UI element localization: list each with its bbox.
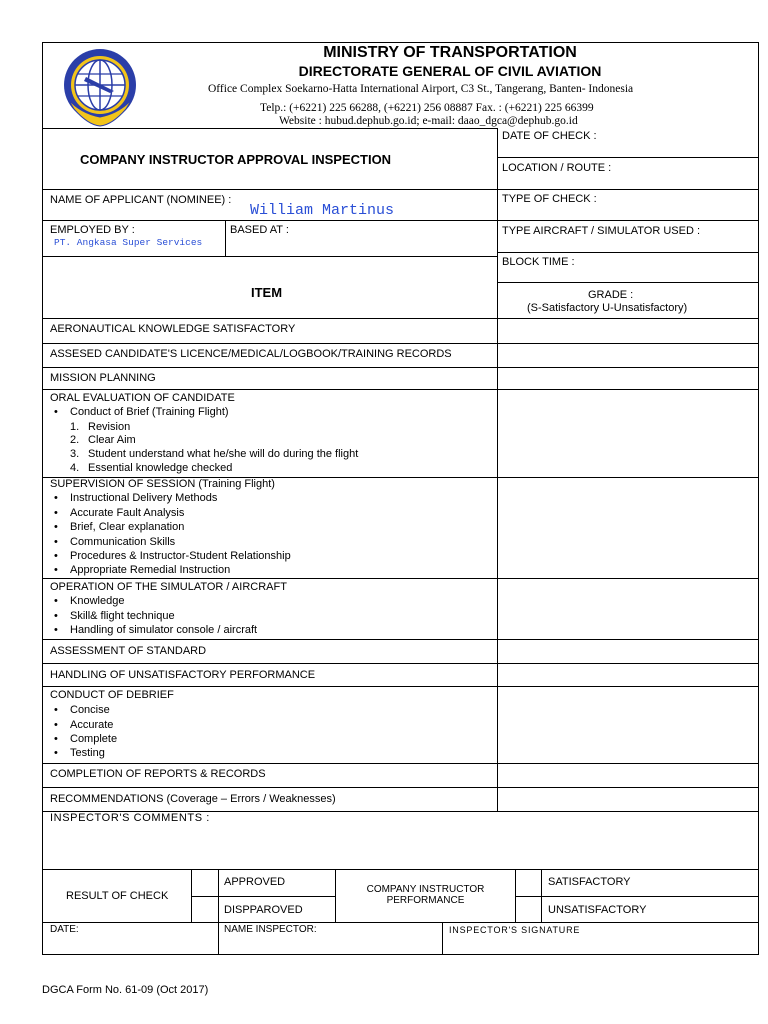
list-item: 2. Clear Aim (70, 434, 136, 446)
ministry-title: MINISTRY OF TRANSPORTATION (323, 44, 577, 61)
satisfactory-label: SATISFACTORY (548, 876, 631, 888)
item-operation-of-simulator: OPERATION OF THE SIMULATOR / AIRCRAFT (50, 581, 287, 593)
approved-label: APPROVED (224, 876, 286, 888)
website-line: Website : hubud.dephub.go.id; e-mail: daao_dgca@dephub.go.id (279, 115, 578, 127)
list-item: 3. Student understand what he/she will do during the flight (70, 448, 359, 460)
unsatisfactory-checkbox[interactable] (516, 897, 541, 922)
grade-cell[interactable] (498, 788, 758, 811)
inspector-comments-label: INSPECTOR'S COMMENTS : (50, 812, 210, 824)
list-item: • Skill& flight technique (70, 609, 175, 623)
list-item: • Concise (70, 703, 110, 717)
employed-by-value[interactable]: PT. Angkasa Super Services (54, 237, 203, 248)
disapproved-label: DISPPAROVED (224, 904, 303, 916)
list-item: • Accurate Fault Analysis (70, 506, 184, 520)
grade-cell[interactable] (498, 640, 758, 663)
item-handling-unsatisfactory: HANDLING OF UNSATISFACTORY PERFORMANCE (50, 669, 316, 681)
list-item: • Procedures & Instructor-Student Relationship (70, 549, 291, 563)
unsatisfactory-label: UNSATISFACTORY (548, 904, 647, 916)
list-item: • Complete (70, 732, 117, 746)
list-item: 1. Revision (70, 421, 131, 433)
ci-performance-label-1: COMPANY INSTRUCTOR (366, 884, 485, 895)
list-item: • Appropriate Remedial Instruction (70, 563, 230, 577)
date-label: DATE: (50, 924, 79, 935)
form-title: COMPANY INSTRUCTOR APPROVAL INSPECTION (80, 152, 392, 167)
grade-cell[interactable] (498, 764, 758, 787)
satisfactory-checkbox[interactable] (516, 870, 541, 896)
item-assesed-candidate-records: ASSESED CANDIDATE'S LICENCE/MEDICAL/LOGBOOK/TRAINING RECORDS (50, 348, 452, 360)
grade-cell[interactable] (498, 390, 758, 477)
grade-legend: (S-Satisfactory U-Unsatisfactory) (527, 302, 688, 314)
inspector-signature-label: INSPECTOR'S SIGNATURE (449, 925, 581, 935)
item-supervision-of-session: SUPERVISION OF SESSION (Training Flight) (50, 478, 275, 490)
list-item: 4. Essential knowledge checked (70, 462, 233, 474)
grade-cell[interactable] (498, 478, 758, 578)
item-oral-evaluation: ORAL EVALUATION OF CANDIDATE (50, 392, 235, 404)
address-line: Office Complex Soekarno-Hatta International Airport, C3 St., Tangerang, Banten- Indonesia (208, 83, 634, 95)
item-aeronautical-knowledge: AERONAUTICAL KNOWLEDGE SATISFACTORY (50, 323, 296, 335)
item-conduct-of-debrief: CONDUCT OF DEBRIEF (50, 689, 174, 701)
list-item: • Instructional Delivery Methods (70, 491, 217, 505)
grade-cell[interactable] (498, 687, 758, 763)
grade-cell[interactable] (498, 344, 758, 367)
type-of-check-label: TYPE OF CHECK : (502, 193, 597, 205)
item-header: ITEM (251, 285, 283, 300)
location-route-label: LOCATION / ROUTE : (502, 162, 612, 174)
ci-performance-label-2: PERFORMANCE (386, 895, 465, 906)
grade-cell[interactable] (498, 579, 758, 639)
list-item: • Brief, Clear explanation (70, 520, 184, 534)
name-of-applicant-value[interactable]: William Martinus (250, 202, 395, 219)
grade-cell[interactable] (498, 319, 758, 343)
item-completion-of-reports: COMPLETION OF REPORTS & RECORDS (50, 768, 266, 780)
item-recommendations: RECOMMENDATIONS (Coverage – Errors / Weaknesses) (50, 793, 336, 805)
item-assessment-of-standard: ASSESSMENT OF STANDARD (50, 645, 207, 657)
list-item: • Testing (70, 746, 105, 760)
based-at-label: BASED AT : (230, 224, 289, 236)
grade-cell[interactable] (498, 664, 758, 686)
form-number: DGCA Form No. 61-09 (Oct 2017) (42, 984, 209, 996)
directorate-title: DIRECTORATE GENERAL OF CIVIL AVIATION (298, 63, 602, 79)
block-time-label: BLOCK TIME : (502, 256, 575, 268)
list-item: • Communication Skills (70, 535, 175, 549)
grade-cell[interactable] (498, 368, 758, 389)
date-of-check-label: DATE OF CHECK : (502, 130, 597, 142)
employed-by-label: EMPLOYED BY : (50, 224, 135, 236)
result-of-check-label: RESULT OF CHECK (66, 890, 169, 902)
phone-line: Telp.: (+6221) 225 66288, (+6221) 256 08887 Fax. : (+6221) 225 66399 (260, 102, 594, 114)
inspector-comments-field[interactable] (43, 826, 757, 868)
list-item: • Accurate (70, 718, 113, 732)
list-item: • Knowledge (70, 594, 124, 608)
approved-checkbox[interactable] (192, 870, 218, 896)
name-of-applicant-label: NAME OF APPLICANT (NOMINEE) : (50, 194, 232, 206)
disapproved-checkbox[interactable] (192, 897, 218, 922)
list-item: • Handling of simulator console / aircraft (70, 623, 257, 637)
name-inspector-label: NAME INSPECTOR: (224, 924, 317, 935)
grade-label: GRADE : (588, 289, 634, 301)
list-item: • Conduct of Brief (Training Flight) (70, 405, 229, 419)
item-mission-planning: MISSION PLANNING (50, 372, 156, 384)
type-aircraft-label: TYPE AIRCRAFT / SIMULATOR USED : (502, 225, 701, 237)
